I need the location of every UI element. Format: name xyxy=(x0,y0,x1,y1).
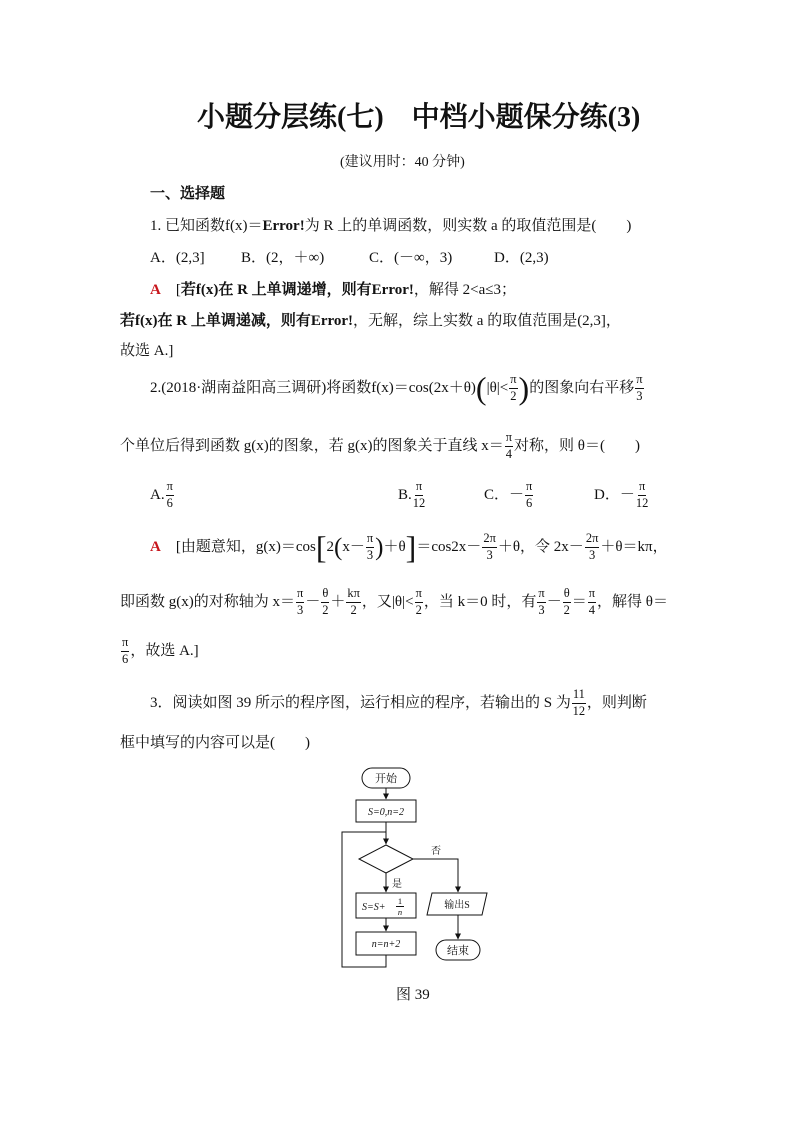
q1-answer-text: 若f(x)在 R 上单调递增，则有Error! xyxy=(180,282,414,298)
q2-answer-text: － xyxy=(305,594,321,610)
output-label: 输出S xyxy=(444,900,470,911)
flowchart-diagram xyxy=(330,760,500,975)
q3-stem-line-2: 框中填写的内容可以是( ) xyxy=(120,735,310,751)
q1-answer-line-3: 故选 A.] xyxy=(120,343,174,359)
q2-answer-text: ，解得 θ＝ xyxy=(597,594,668,610)
fraction-denominator: 6 xyxy=(526,495,533,510)
fraction xyxy=(296,587,304,618)
fraction-numerator: kπ xyxy=(346,587,361,603)
q3-stem-text: ，则判断 xyxy=(586,695,647,711)
fraction-denominator: 2 xyxy=(350,602,357,617)
fraction-numerator: π xyxy=(121,636,129,652)
page-title: 小题分层练(七) 中档小题保分练(3) xyxy=(197,102,641,133)
big-left-paren: ( xyxy=(475,370,487,406)
fraction xyxy=(166,480,174,511)
fraction-denominator: 3 xyxy=(366,547,374,562)
init-label: S=0,n=2 xyxy=(368,807,404,818)
big-left-bracket: [ xyxy=(315,529,327,565)
figure-caption: 图 39 xyxy=(396,987,430,1003)
q2-answer-text: ＝cos2x－ xyxy=(416,539,482,555)
q1-stem-text: 为 R 上的单调函数，则实数 a 的取值范围是( ) xyxy=(304,218,632,234)
fraction xyxy=(537,587,545,618)
fraction-denominator: 4 xyxy=(505,446,513,461)
fraction-denominator: 2 xyxy=(563,602,570,617)
q1-answer-text: ，无解，综上实数 a 的取值范围是(2,3]， xyxy=(353,313,621,329)
q1-answer-label: A xyxy=(150,282,161,298)
q2-answer-text: [由题意知，g(x)＝cos xyxy=(160,539,316,555)
fraction xyxy=(585,532,600,563)
update-denominator: n xyxy=(397,907,403,917)
fraction xyxy=(509,373,517,404)
q3-stem-line-1 xyxy=(150,683,647,723)
q3-stem-text: 3．阅读如图 39 所示的程序图，运行相应的程序，若输出的 S 为 xyxy=(150,695,571,711)
q2-answer-text: － xyxy=(546,594,562,610)
fraction-denominator: 2 xyxy=(322,602,329,617)
option-label: B. xyxy=(398,487,412,503)
fraction-denominator: 12 xyxy=(412,495,426,510)
q2-answer-line-3 xyxy=(120,631,199,671)
q2-answer-text: 即函数 g(x)的对称轴为 x＝ xyxy=(120,594,295,610)
fraction xyxy=(413,480,426,511)
fraction-denominator: 3 xyxy=(297,602,304,617)
q1-stem-text: 1. 已知函数f(x)＝ xyxy=(150,218,263,234)
fraction-numerator: π xyxy=(537,587,545,603)
fraction xyxy=(482,532,497,563)
q1-answer-line-2 xyxy=(120,311,621,331)
q2-answer-text: ＋θ＝kπ， xyxy=(600,539,668,555)
fraction-denominator: 6 xyxy=(166,495,173,510)
big-right-paren: ) xyxy=(375,533,384,561)
q2-stem-text: 个单位后得到函数 g(x)的图象，若 g(x)的图象关于直线 x＝ xyxy=(120,438,504,454)
big-right-paren: ) xyxy=(518,370,530,406)
fraction xyxy=(415,587,423,618)
update-label: S=S+ xyxy=(362,902,386,913)
increment-label: n=n+2 xyxy=(371,939,401,950)
fraction-numerator: θ xyxy=(563,587,571,603)
condition-diamond xyxy=(359,845,413,873)
fraction xyxy=(121,636,129,667)
fraction xyxy=(635,373,643,404)
q2-stem-text: 的图象向右平移 xyxy=(529,380,635,396)
fraction-numerator: 2π xyxy=(482,532,497,548)
fraction-denominator: 12 xyxy=(572,703,586,718)
fraction-numerator: π xyxy=(509,373,517,389)
fraction xyxy=(563,587,571,618)
q2-answer-text: ＋θ xyxy=(383,539,406,555)
big-right-bracket: ] xyxy=(405,529,417,565)
fraction-numerator: π xyxy=(505,431,513,447)
q2-answer-text: ＝ xyxy=(571,594,587,610)
q2-option-d xyxy=(594,475,649,515)
q2-stem-text: |θ|< xyxy=(486,380,509,396)
q1-answer-line-1 xyxy=(150,280,516,300)
fraction xyxy=(636,480,649,511)
q2-answer-text: ，当 k＝0 时，有 xyxy=(423,594,537,610)
q1-option-d: D．(2,3) xyxy=(494,250,549,266)
fraction-denominator: 3 xyxy=(636,388,643,403)
fraction xyxy=(572,688,586,719)
q2-stem-text: 对称，则 θ＝( ) xyxy=(514,438,640,454)
yes-label: 是 xyxy=(392,879,402,890)
q1-option-c: C．(－∞，3) xyxy=(369,250,453,266)
no-label: 否 xyxy=(431,846,441,857)
fraction xyxy=(321,587,329,618)
q2-option-a xyxy=(150,475,175,515)
q2-stem-line-1 xyxy=(150,367,645,409)
arrow-no-branch xyxy=(413,859,458,892)
fraction xyxy=(588,587,596,618)
fraction-denominator: 3 xyxy=(588,547,596,562)
fraction-denominator: 4 xyxy=(588,602,596,617)
q1-option-b: B．(2，＋∞) xyxy=(241,250,325,266)
fraction-numerator: π xyxy=(415,480,423,496)
fraction xyxy=(525,480,533,511)
q2-answer-text: 2 xyxy=(326,539,334,555)
suggested-time: (建议用时：40 分钟) xyxy=(340,155,465,170)
q2-answer-text: ＋θ，令 2x－ xyxy=(497,539,584,555)
fraction-numerator: π xyxy=(296,587,304,603)
start-label: 开始 xyxy=(375,773,397,785)
fraction-numerator: 2π xyxy=(585,532,600,548)
q1-stem xyxy=(150,216,631,236)
fraction-denominator: 12 xyxy=(635,495,649,510)
q2-answer-line-2 xyxy=(120,582,668,622)
section-heading: 一、选择题 xyxy=(150,186,226,202)
option-label: D．－ xyxy=(594,487,635,503)
fraction-denominator: 6 xyxy=(122,651,129,666)
fraction-numerator: 11 xyxy=(572,688,586,704)
fraction-numerator: θ xyxy=(321,587,329,603)
q2-answer-line-1 xyxy=(150,525,668,569)
q2-answer-text: ，故选 A.] xyxy=(130,643,199,659)
q2-stem-text: 2.(2018·湖南益阳高三调研)将函数f(x)＝cos(2x＋θ) xyxy=(150,380,476,396)
q1-option-a: A．(2,3] xyxy=(150,250,205,266)
fraction-denominator: 3 xyxy=(486,547,493,562)
option-label: C．－ xyxy=(484,487,525,503)
fraction-numerator: π xyxy=(525,480,533,496)
q2-answer-text: ＋ xyxy=(330,594,346,610)
fraction-numerator: π xyxy=(166,480,174,496)
fraction xyxy=(346,587,361,618)
fraction-numerator: π xyxy=(635,373,643,389)
q2-stem-line-2 xyxy=(120,426,640,466)
fraction-denominator: 2 xyxy=(415,602,422,617)
q2-answer-text: ，又|θ|< xyxy=(361,594,414,610)
fraction-numerator: π xyxy=(638,480,646,496)
fraction-numerator: π xyxy=(415,587,423,603)
fraction-numerator: π xyxy=(588,587,596,603)
fraction xyxy=(366,532,374,563)
fraction-denominator: 2 xyxy=(510,388,517,403)
q2-option-b xyxy=(398,475,426,515)
fraction-numerator: π xyxy=(366,532,374,548)
q2-answer-label: A xyxy=(150,539,161,555)
q2-answer-text: x－ xyxy=(342,539,365,555)
fraction xyxy=(505,431,513,462)
big-left-paren: ( xyxy=(333,533,343,561)
end-label: 结束 xyxy=(447,945,469,957)
q1-error-text: Error! xyxy=(262,218,305,234)
q1-answer-text: 若f(x)在 R 上单调递减，则有Error! xyxy=(120,313,354,329)
q1-answer-text: ，解得 2<a≤3； xyxy=(413,282,516,298)
q1-answer-text: [ xyxy=(160,282,181,298)
q2-option-c xyxy=(484,475,534,515)
fraction-denominator: 3 xyxy=(538,602,545,617)
update-numerator: 1 xyxy=(397,896,403,906)
option-label: A. xyxy=(150,487,165,503)
